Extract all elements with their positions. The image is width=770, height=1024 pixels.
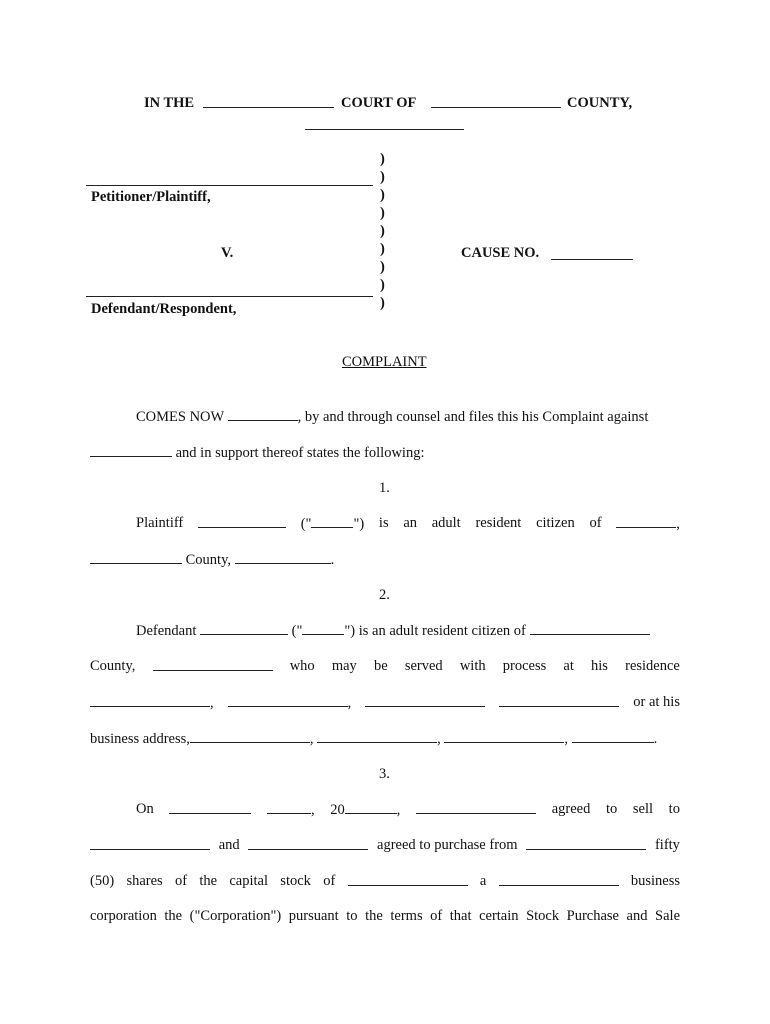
word: of [323, 873, 336, 889]
word: to [668, 801, 680, 817]
paren: ) [380, 223, 385, 239]
word: served [404, 658, 443, 674]
defendant-label: Defendant/Respondent, [91, 301, 237, 317]
blank [200, 622, 288, 635]
paren: ) [380, 259, 385, 275]
para-1-line-1 [136, 515, 680, 533]
blank-comma: , [267, 801, 315, 819]
para-3-line-1 [136, 801, 680, 819]
intro-line-2 [90, 444, 425, 462]
word: his [591, 658, 608, 674]
word: capital [229, 873, 269, 889]
word: of [174, 873, 188, 889]
blank [416, 801, 536, 814]
intro-line1-rest: , by and through counsel and files this his Complaint against [297, 409, 649, 425]
blank [317, 730, 437, 743]
word: be [373, 658, 388, 674]
para-3-line-4: corporation the ("Corporation") pursuant to the terms of that certain Stock Purchase and Sale [90, 908, 680, 924]
blank [198, 515, 286, 528]
word: (50) [90, 873, 115, 889]
word: to [605, 801, 618, 817]
paren: ) [380, 241, 385, 257]
blank [235, 551, 331, 564]
word: citizen [536, 515, 575, 531]
cause-no-label: CAUSE NO. [461, 245, 540, 261]
comes-now-text: COMES NOW [136, 409, 224, 425]
word: sell [632, 801, 654, 817]
intro-line-1 [136, 408, 648, 426]
document-title: COMPLAINT [342, 354, 427, 370]
word: residence [625, 658, 680, 674]
court-name-blank [203, 107, 334, 108]
word: of [589, 515, 602, 531]
word: stock [280, 873, 311, 889]
word: an [403, 515, 417, 531]
blank [499, 873, 619, 886]
blank [526, 837, 646, 850]
blank [616, 515, 676, 528]
blank [169, 801, 251, 814]
word: with [459, 658, 486, 674]
blank [190, 730, 310, 743]
county-word: County, [185, 552, 232, 568]
word: business [630, 873, 680, 889]
versus-label: V. [221, 245, 234, 261]
paren: ) [380, 277, 385, 293]
para-1-line-2: County, . [90, 551, 334, 569]
defendant-name-blank [86, 296, 373, 297]
blank [311, 515, 353, 528]
para-2-line-1 [136, 622, 650, 640]
paren: ) [380, 205, 385, 221]
word: may [331, 658, 357, 674]
word: ") [353, 516, 365, 532]
blank [267, 801, 311, 814]
caption-parens [380, 150, 385, 312]
word: who [289, 658, 315, 674]
para-2-rest: ") is an adult resident citizen of [344, 623, 526, 639]
word: and [218, 837, 240, 853]
or-at-his: or at his [633, 694, 680, 710]
blank-comma: , [228, 694, 352, 712]
business-address: business address, [90, 731, 190, 747]
caption-county: COUNTY, [567, 95, 633, 111]
word: adult [431, 515, 461, 531]
blank [499, 694, 619, 707]
county-name-blank [431, 107, 561, 108]
blank [153, 658, 273, 671]
blank [572, 730, 654, 743]
word: 20 [330, 802, 345, 818]
para-2-number: 2. [379, 587, 390, 603]
paren: ) [380, 169, 385, 185]
blank-comma: , [90, 694, 214, 712]
blank [345, 801, 397, 814]
blank [90, 551, 182, 564]
word: a [479, 873, 487, 889]
blank [90, 837, 210, 850]
defendant-name-blank [90, 444, 172, 457]
blank [228, 694, 348, 707]
open-quote: (" [291, 623, 303, 639]
blank [530, 622, 650, 635]
word: shares [126, 873, 163, 889]
word: County, [90, 658, 136, 674]
blank [365, 694, 485, 707]
intro-line2-rest: and in support thereof states the following: [175, 445, 425, 461]
word: agreed to purchase from [377, 837, 518, 853]
para-1-number: 1. [379, 480, 390, 496]
para-2-line-2 [90, 658, 680, 675]
cause-no-blank [551, 259, 633, 260]
word: (" [300, 516, 312, 532]
blank [90, 694, 210, 707]
petitioner-label: Petitioner/Plaintiff, [91, 189, 211, 205]
caption-in-the: IN THE [144, 95, 195, 111]
word: at [563, 658, 574, 674]
blank [248, 837, 368, 850]
blank [444, 730, 564, 743]
petitioner-name-blank [86, 185, 373, 186]
paren: ) [380, 295, 385, 311]
word: agreed [551, 801, 591, 817]
paren: ) [380, 151, 385, 167]
blank [348, 873, 468, 886]
blank [302, 622, 344, 635]
caption-court-of: COURT OF [341, 95, 417, 111]
para-3-line-2 [90, 837, 680, 854]
state-blank [305, 129, 464, 130]
para-2-line-4: business address, , , , . [90, 731, 658, 747]
word: resident [475, 515, 522, 531]
word: the [199, 873, 218, 889]
word: On [136, 801, 154, 817]
word: Plaintiff [136, 515, 184, 531]
year-group: 20 , [330, 802, 401, 818]
para-2-line-3 [90, 694, 680, 712]
para-3-line-3 [90, 873, 680, 890]
word: process [502, 658, 547, 674]
plaintiff-name-blank [228, 408, 298, 421]
para-3-number: 3. [379, 766, 390, 782]
defendant-word: Defendant [136, 623, 197, 639]
word: is [378, 515, 389, 531]
paren: ) [380, 187, 385, 203]
blank-comma: , [616, 515, 680, 533]
word: fifty [654, 837, 680, 853]
quote-group [301, 515, 365, 533]
